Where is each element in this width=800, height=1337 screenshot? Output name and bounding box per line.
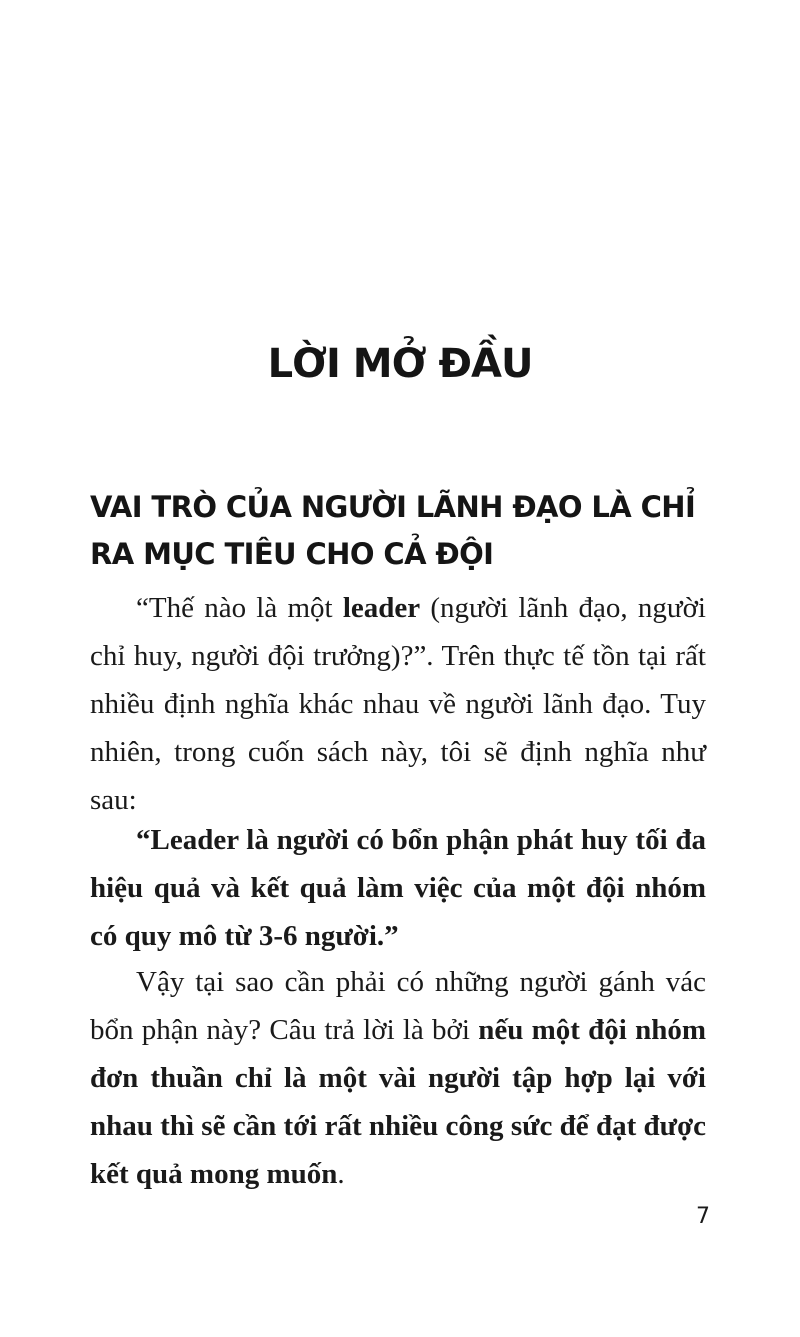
paragraph-text: “Thế nào là một xyxy=(136,592,343,624)
paragraph-text: . xyxy=(337,1158,345,1190)
section-heading: VAI TRÒ CỦA NGƯỜI LÃNH ĐẠO LÀ CHỈ RA MỤC TIÊU CHO CẢ ĐỘI xyxy=(90,490,696,571)
paragraph-text: Vậy tại sao cần phải có những người gánh vác bổn phận này? Câu trả lời là bởi xyxy=(90,966,706,1046)
paragraph-reason xyxy=(90,958,706,1198)
paragraph-definition-intro xyxy=(90,584,706,824)
bold-emphasis: nếu một đội nhóm đơn thuần chỉ là một vài người tập hợp lại với nhau thì sẽ cần tới rất nhiều công sức để đạt được kết quả mong muốn xyxy=(90,1014,706,1190)
leader-definition-quote: “Leader là người có bổn phận phát huy tối đa hiệu quả và kết quả làm việc của một đội nhóm có quy mô từ 3-6 người.” xyxy=(90,824,706,952)
paragraph-text: (người lãnh đạo, người chỉ huy, người đội trưởng)?”. Trên thực tế tồn tại rất nhiều định nghĩa khác nhau về người lãnh đạo. Tuy nhiên, trong cuốn sách này, tôi sẽ định nghĩa như sau: xyxy=(90,592,706,816)
bold-term-leader: leader xyxy=(342,592,421,624)
page-number: 7 xyxy=(696,1204,710,1229)
chapter-title: LỜI MỞ ĐẦU xyxy=(267,341,533,387)
